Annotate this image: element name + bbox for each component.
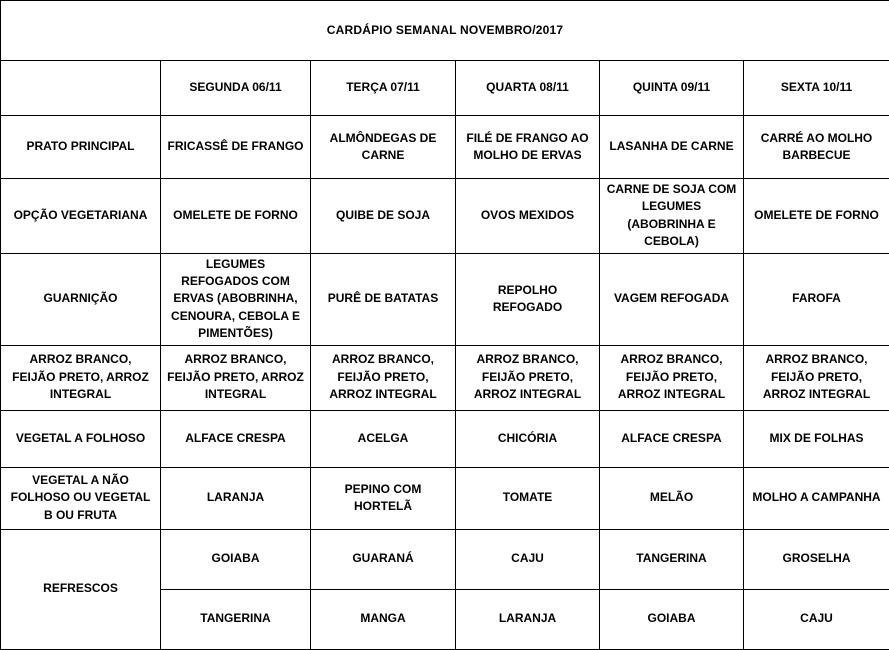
menu-cell: MOLHO A CAMPANHA <box>744 467 889 529</box>
menu-cell: PEPINO COM HORTELÃ <box>311 467 456 529</box>
table-row-vegetal-nao-folhoso <box>1 467 889 529</box>
row-label: REFRESCOS <box>1 529 161 649</box>
table-row-arroz-feijao <box>1 345 889 410</box>
menu-cell: ALMÔNDEGAS DE CARNE <box>311 116 456 179</box>
menu-cell: ACELGA <box>311 410 456 467</box>
table-row-opcao-vegetariana <box>1 179 889 254</box>
menu-cell: CARRÉ AO MOLHO BARBECUE <box>744 116 889 179</box>
menu-cell: OMELETE DE FORNO <box>744 179 889 254</box>
menu-cell: ALFACE CRESPA <box>161 410 311 467</box>
menu-cell: MIX DE FOLHAS <box>744 410 889 467</box>
day-header-quinta: QUINTA 09/11 <box>600 61 744 116</box>
menu-cell: QUIBE DE SOJA <box>311 179 456 254</box>
row-label: VEGETAL A NÃO FOLHOSO OU VEGETAL B OU FRUTA <box>1 467 161 529</box>
menu-cell: OVOS MEXIDOS <box>456 179 600 254</box>
menu-cell: TANGERINA <box>161 589 311 649</box>
table-row-refrescos-1 <box>1 529 889 589</box>
menu-cell: ALFACE CRESPA <box>600 410 744 467</box>
menu-cell: MANGA <box>311 589 456 649</box>
menu-cell: CAJU <box>456 529 600 589</box>
menu-cell: GUARANÁ <box>311 529 456 589</box>
row-label: VEGETAL A FOLHOSO <box>1 410 161 467</box>
page-title: CARDÁPIO SEMANAL NOVEMBRO/2017 <box>1 1 889 61</box>
menu-cell: FAROFA <box>744 253 889 345</box>
menu-cell: GROSELHA <box>744 529 889 589</box>
row-label: OPÇÃO VEGETARIANA <box>1 179 161 254</box>
menu-cell: GOIABA <box>161 529 311 589</box>
day-header-quarta: QUARTA 08/11 <box>456 61 600 116</box>
menu-cell: TANGERINA <box>600 529 744 589</box>
menu-cell: LARANJA <box>456 589 600 649</box>
table-row-prato-principal <box>1 116 889 179</box>
menu-cell: REPOLHO REFOGADO <box>456 253 600 345</box>
menu-cell: CAJU <box>744 589 889 649</box>
table-row-vegetal-folhoso <box>1 410 889 467</box>
header-row <box>1 61 889 116</box>
menu-cell: ARROZ BRANCO, FEIJÃO PRETO, ARROZ INTEGRAL <box>311 345 456 410</box>
menu-cell: TOMATE <box>456 467 600 529</box>
menu-cell: LARANJA <box>161 467 311 529</box>
corner-cell <box>1 61 161 116</box>
row-label: PRATO PRINCIPAL <box>1 116 161 179</box>
menu-cell: PURÊ DE BATATAS <box>311 253 456 345</box>
menu-cell: FILÉ DE FRANGO AO MOLHO DE ERVAS <box>456 116 600 179</box>
menu-cell: MELÃO <box>600 467 744 529</box>
menu-cell: ARROZ BRANCO, FEIJÃO PRETO, ARROZ INTEGRAL <box>744 345 889 410</box>
table-row-guarnicao <box>1 253 889 345</box>
menu-cell: ARROZ BRANCO, FEIJÃO PRETO, ARROZ INTEGRAL <box>600 345 744 410</box>
menu-cell: VAGEM REFOGADA <box>600 253 744 345</box>
menu-cell: OMELETE DE FORNO <box>161 179 311 254</box>
day-header-terca: TERÇA 07/11 <box>311 61 456 116</box>
menu-cell: FRICASSÊ DE FRANGO <box>161 116 311 179</box>
row-label: GUARNIÇÃO <box>1 253 161 345</box>
menu-cell: LASANHA DE CARNE <box>600 116 744 179</box>
menu-cell: ARROZ BRANCO, FEIJÃO PRETO, ARROZ INTEGRAL <box>456 345 600 410</box>
menu-cell: GOIABA <box>600 589 744 649</box>
day-header-segunda: SEGUNDA 06/11 <box>161 61 311 116</box>
day-header-sexta: SEXTA 10/11 <box>744 61 889 116</box>
row-label: ARROZ BRANCO, FEIJÃO PRETO, ARROZ INTEGRAL <box>1 345 161 410</box>
menu-cell: CARNE DE SOJA COM LEGUMES (ABOBRINHA E CEBOLA) <box>600 179 744 254</box>
title-row <box>1 1 889 61</box>
menu-cell: LEGUMES REFOGADOS COM ERVAS (ABOBRINHA, CENOURA, CEBOLA E PIMENTÕES) <box>161 253 311 345</box>
menu-cell: CHICÓRIA <box>456 410 600 467</box>
menu-cell: ARROZ BRANCO, FEIJÃO PRETO, ARROZ INTEGRAL <box>161 345 311 410</box>
